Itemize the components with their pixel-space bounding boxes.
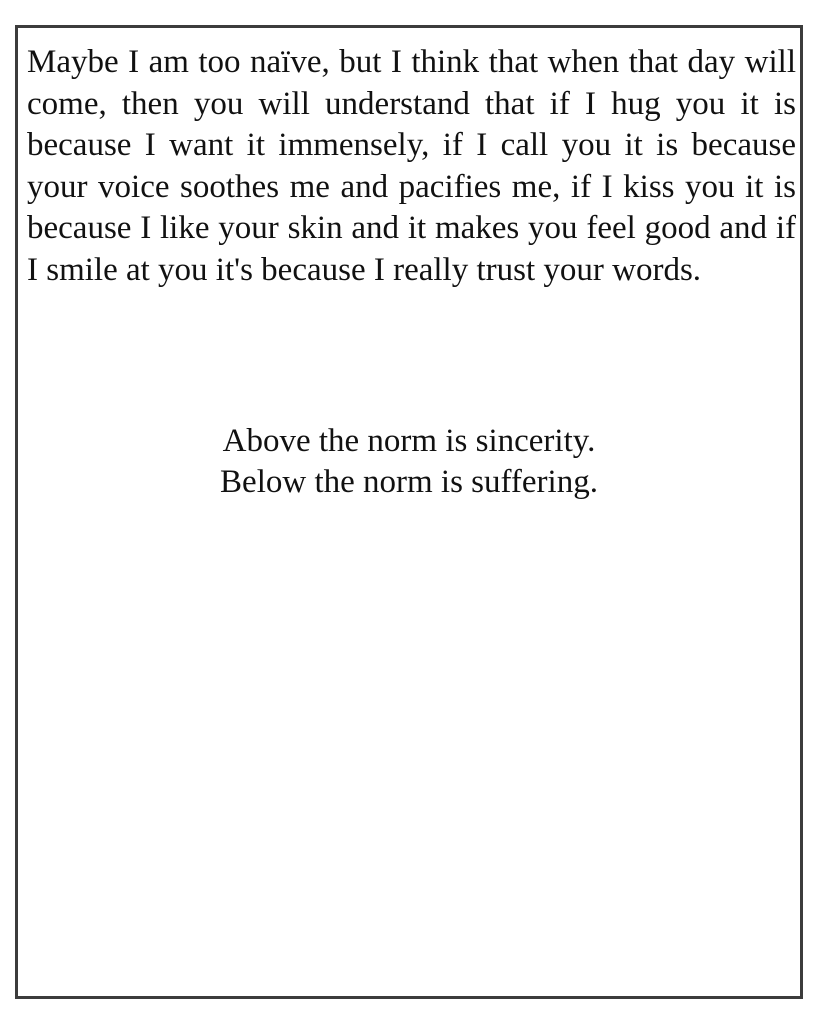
closing-quote	[18, 421, 800, 503]
quote-line-suffering: Below the norm is suffering.	[220, 464, 598, 500]
quote-line-sincerity: Above the norm is sincerity.	[222, 423, 596, 459]
body-paragraph: Maybe I am too naïve, but I think that when that day will come, then you will understand that if I hug you it is because I want it immensely, if I call you it is because your voice soothes me and pacifies me, if I kiss you it is because I like your skin and it makes you feel good and if I smile at you it's because I really trust your words.	[27, 44, 796, 288]
page-frame	[15, 25, 803, 999]
